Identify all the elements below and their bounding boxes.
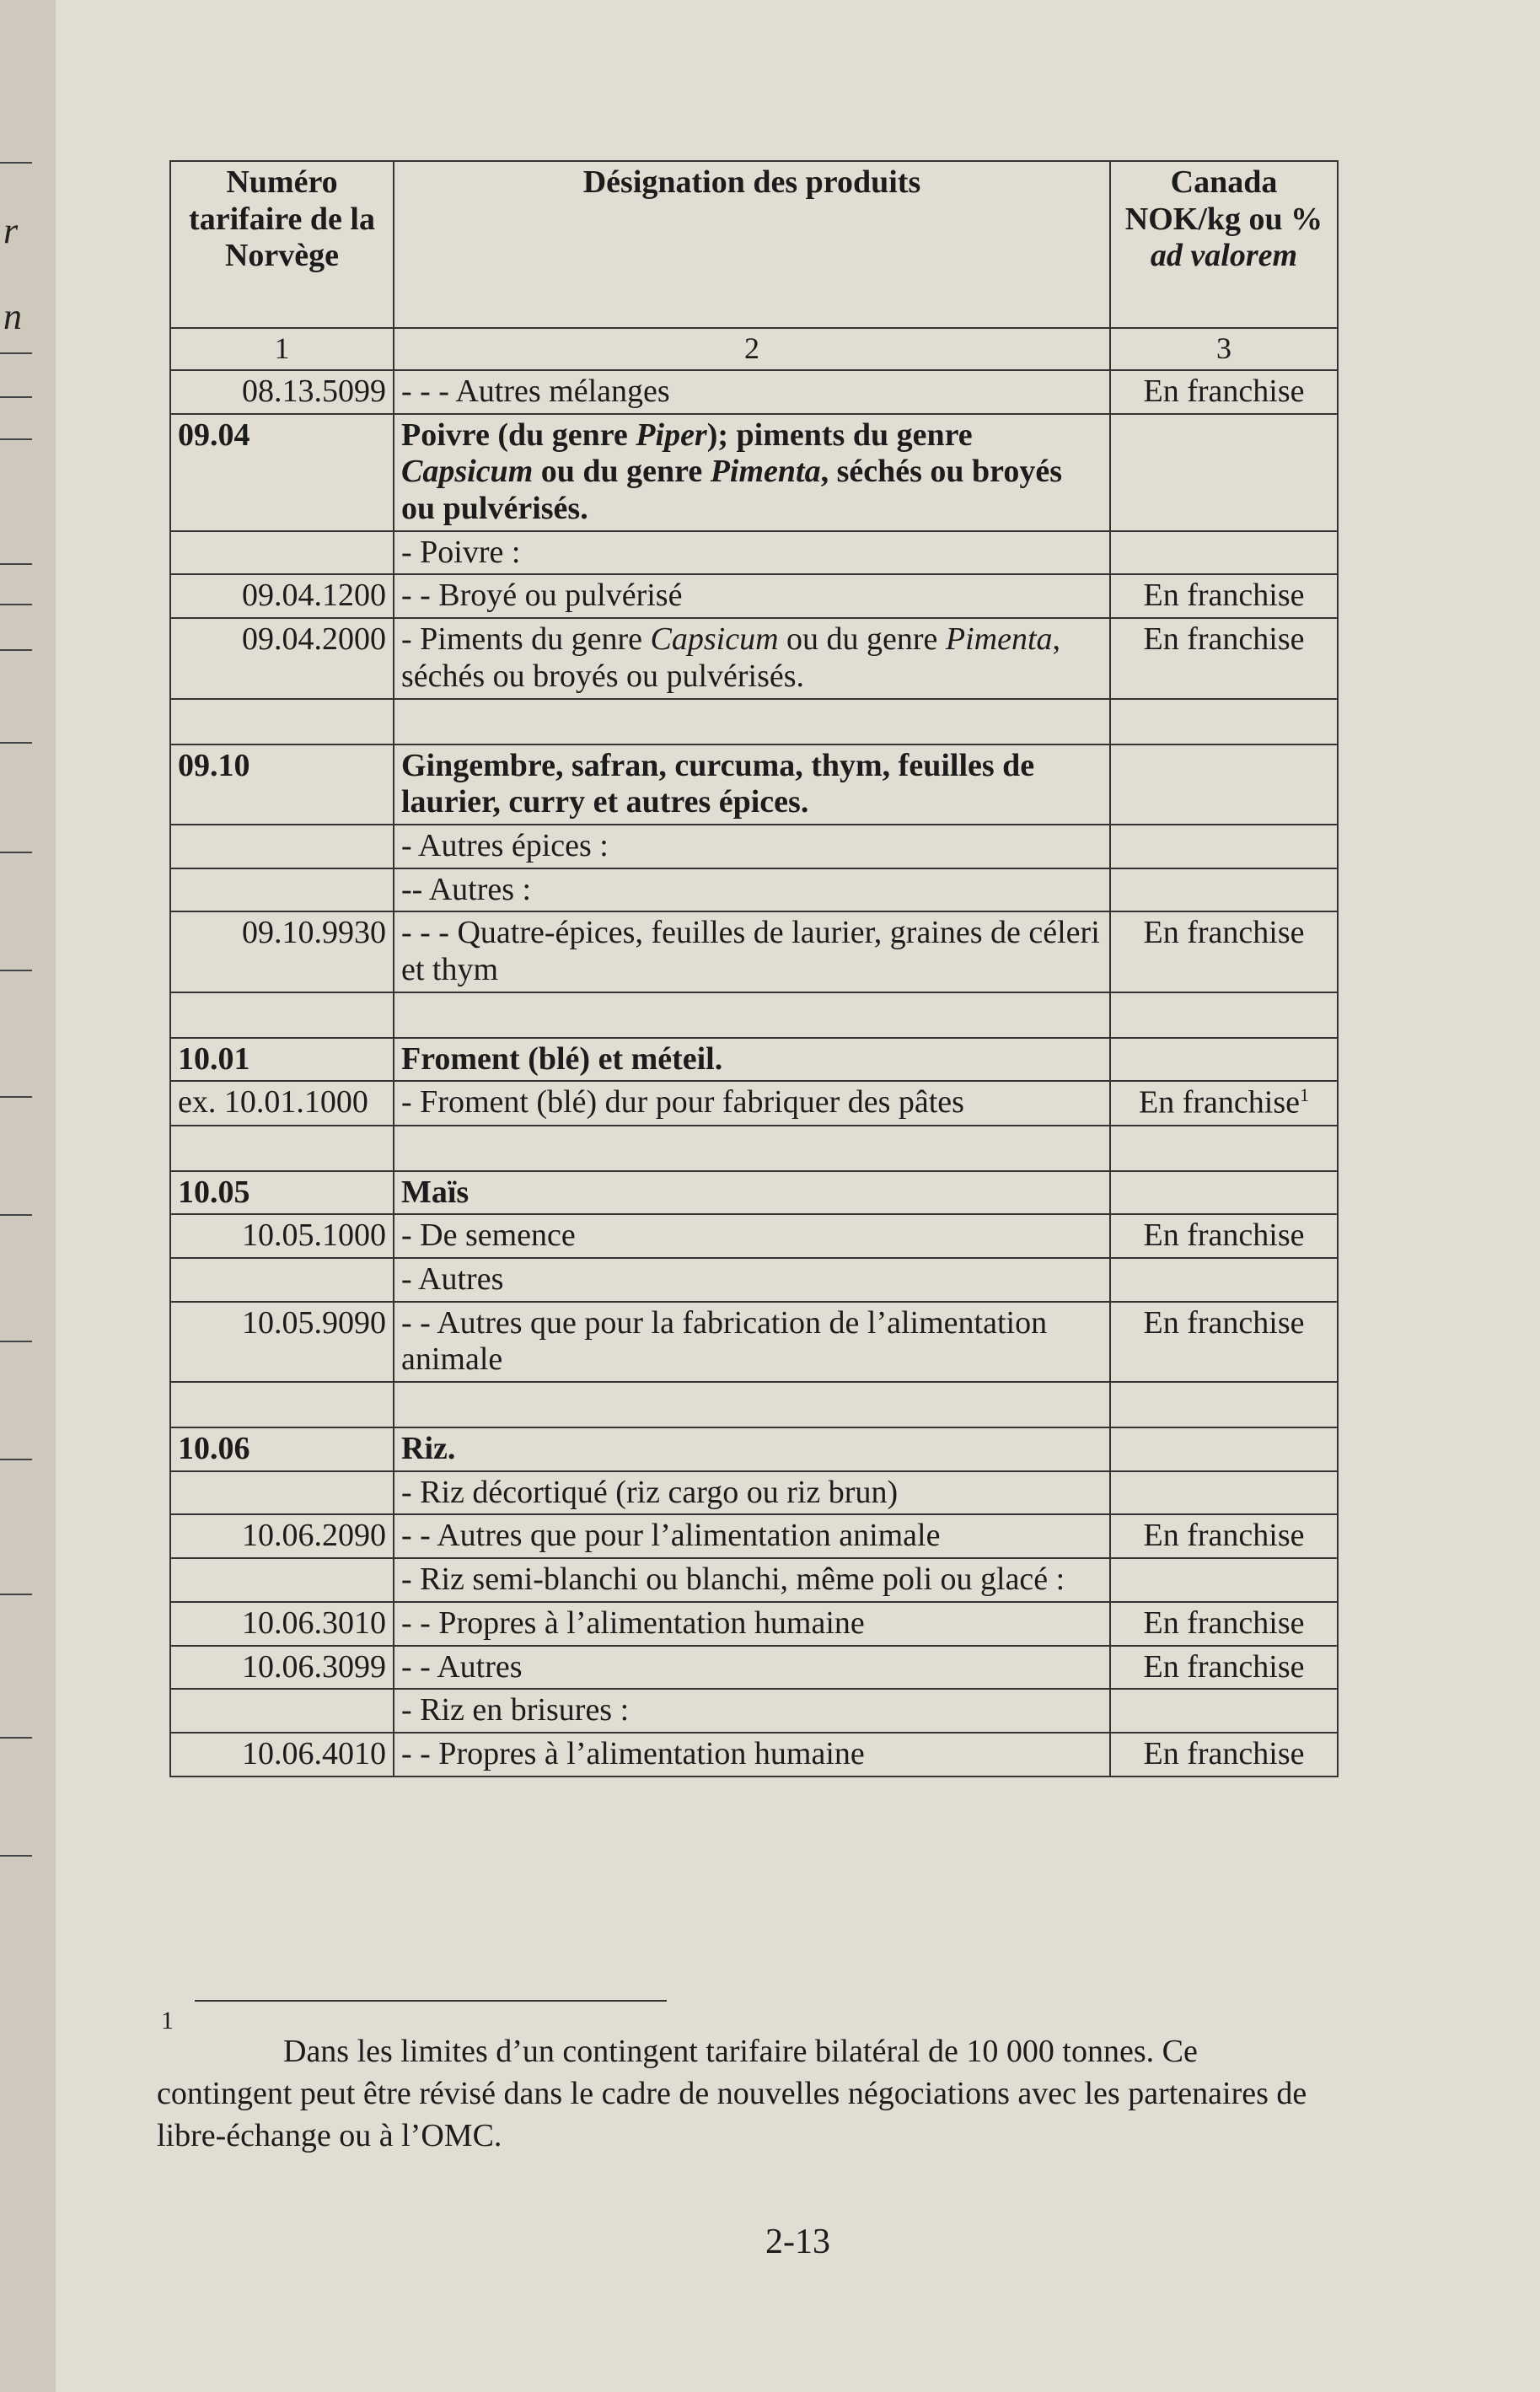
product-description-cell: - Riz semi-blanchi ou blanchi, même poli ou glacé : xyxy=(394,1558,1110,1602)
product-description-cell: Riz. xyxy=(394,1427,1110,1471)
product-description-cell xyxy=(394,699,1110,744)
product-description-cell: - Autres xyxy=(394,1258,1110,1302)
tariff-number-cell: 10.01 xyxy=(170,1038,394,1082)
canada-rate-cell xyxy=(1110,1646,1338,1690)
adjacent-page-rule xyxy=(0,1737,32,1739)
tariff-number-cell: 10.06.3010 xyxy=(170,1602,394,1646)
column-number: 1 xyxy=(170,328,394,370)
table-row xyxy=(170,1427,1338,1471)
canada-rate-cell xyxy=(1110,618,1338,698)
adjacent-page-rule xyxy=(0,604,32,605)
tariff-number-cell: 10.05 xyxy=(170,1171,394,1215)
canada-rate-cell xyxy=(1110,825,1338,868)
tariff-number-cell xyxy=(170,1558,394,1602)
footnote-reference: 1 xyxy=(1299,1084,1309,1106)
table-row xyxy=(170,370,1338,414)
canada-rate-cell xyxy=(1110,1171,1338,1215)
canada-rate-cell xyxy=(1110,911,1338,992)
canada-rate-cell xyxy=(1110,1258,1338,1302)
document-page xyxy=(56,0,1540,2392)
product-description-cell: Maïs xyxy=(394,1171,1110,1215)
adjacent-page-rule xyxy=(0,649,32,651)
canada-rate-cell xyxy=(1110,699,1338,744)
tariff-number-cell: 10.06.4010 xyxy=(170,1733,394,1777)
table-row xyxy=(170,1038,1338,1082)
rate-value: En franchise xyxy=(1143,1304,1305,1341)
adjacent-page-char: r xyxy=(3,210,19,251)
product-description-cell: - - Autres xyxy=(394,1646,1110,1690)
table-row xyxy=(170,1126,1338,1171)
canada-rate-cell xyxy=(1110,1126,1338,1171)
canada-rate-cell xyxy=(1110,1038,1338,1082)
tariff-number-cell: 09.10 xyxy=(170,744,394,825)
table-row xyxy=(170,1258,1338,1302)
table-row xyxy=(170,1514,1338,1558)
product-description-cell xyxy=(394,1382,1110,1427)
tariff-number-cell xyxy=(170,1258,394,1302)
product-description-cell: -- Autres : xyxy=(394,868,1110,912)
adjacent-page-rule xyxy=(0,352,32,354)
canada-rate-cell xyxy=(1110,1689,1338,1733)
header-canada-rate-main: Canada NOK/kg ou % xyxy=(1124,164,1323,237)
header-canada-rate xyxy=(1110,161,1338,328)
table-row xyxy=(170,1471,1338,1515)
rate-value: En franchise xyxy=(1143,1218,1305,1254)
tariff-number-cell xyxy=(170,1689,394,1733)
product-description-cell: - Piments du genre Capsicum ou du genre Pimenta, séchés ou broyés ou pulvérisés. xyxy=(394,618,1110,698)
adjacent-page-rule xyxy=(0,438,32,440)
canada-rate-cell xyxy=(1110,992,1338,1038)
canada-rate-cell xyxy=(1110,1471,1338,1515)
canada-rate-cell xyxy=(1110,531,1338,575)
canada-rate-cell xyxy=(1110,744,1338,825)
adjacent-page-rule xyxy=(0,1855,32,1857)
tariff-number-cell xyxy=(170,825,394,868)
table-row xyxy=(170,699,1338,744)
rate-value: En franchise xyxy=(1143,1648,1305,1685)
product-description-cell: Froment (blé) et méteil. xyxy=(394,1038,1110,1082)
adjacent-page-rule xyxy=(0,1459,32,1460)
tariff-number-cell: ex. 10.01.1000 xyxy=(170,1081,394,1125)
table-row xyxy=(170,1382,1338,1427)
rate-value: En franchise xyxy=(1139,1084,1300,1121)
product-description-cell: - - - Autres mélanges xyxy=(394,370,1110,414)
header-product-designation: Désignation des produits xyxy=(394,161,1110,328)
table-row xyxy=(170,1602,1338,1646)
page-number: 2-13 xyxy=(765,2223,830,2261)
canada-rate-cell xyxy=(1110,1302,1338,1382)
product-description-cell: - - Autres que pour l’alimentation animale xyxy=(394,1514,1110,1558)
product-description-cell: - Poivre : xyxy=(394,531,1110,575)
table-row xyxy=(170,1558,1338,1602)
table-header-row xyxy=(170,161,1338,328)
column-number-row xyxy=(170,328,1338,370)
header-canada-rate-ad-valorem: ad valorem xyxy=(1150,238,1298,274)
rate-value: En franchise xyxy=(1143,578,1305,614)
canada-rate-cell xyxy=(1110,370,1338,414)
adjacent-page-rule xyxy=(0,852,32,853)
adjacent-page-rule xyxy=(0,1214,32,1216)
adjacent-page-rule xyxy=(0,970,32,971)
rate-value: En franchise xyxy=(1143,1735,1305,1771)
tariff-number-cell xyxy=(170,868,394,912)
table-row xyxy=(170,992,1338,1038)
tariff-number-cell: 09.04 xyxy=(170,414,394,531)
table-row xyxy=(170,1081,1338,1125)
tariff-number-cell xyxy=(170,1471,394,1515)
product-description-cell: - - Autres que pour la fabrication de l’alimentation animale xyxy=(394,1302,1110,1382)
product-description-cell: - - Propres à l’alimentation humaine xyxy=(394,1602,1110,1646)
adjacent-page-rule xyxy=(0,162,32,164)
product-description-cell: Poivre (du genre Piper); piments du genre Capsicum ou du genre Pimenta, séchés ou broyés ou pulvérisés. xyxy=(394,414,1110,531)
table-row xyxy=(170,1689,1338,1733)
tariff-number-cell xyxy=(170,1126,394,1171)
column-number: 3 xyxy=(1110,328,1338,370)
canada-rate-cell xyxy=(1110,1382,1338,1427)
table-row xyxy=(170,1302,1338,1382)
rate-value: En franchise xyxy=(1143,1605,1305,1641)
table-row xyxy=(170,868,1338,912)
table-row xyxy=(170,911,1338,992)
table-row xyxy=(170,574,1338,618)
canada-rate-cell xyxy=(1110,1081,1338,1125)
footnote-marker: 1 xyxy=(161,2007,174,2035)
canada-rate-cell xyxy=(1110,1427,1338,1471)
canada-rate-cell xyxy=(1110,414,1338,531)
product-description-cell: - - Propres à l’alimentation humaine xyxy=(394,1733,1110,1777)
canada-rate-cell xyxy=(1110,1514,1338,1558)
rate-value: En franchise xyxy=(1143,1518,1305,1554)
product-description-cell: - Autres épices : xyxy=(394,825,1110,868)
tariff-number-cell: 10.06.3099 xyxy=(170,1646,394,1690)
table-row xyxy=(170,531,1338,575)
rate-value: En franchise xyxy=(1143,915,1305,951)
header-tariff-number: Numéro tarifaire de la Norvège xyxy=(170,161,394,328)
adjacent-page-rule xyxy=(0,742,32,744)
canada-rate-cell xyxy=(1110,1733,1338,1777)
product-description-cell: - Riz décortiqué (riz cargo ou riz brun) xyxy=(394,1471,1110,1515)
adjacent-page-char: n xyxy=(3,296,22,337)
rate-value: En franchise xyxy=(1143,621,1305,658)
product-description-cell: - - - Quatre-épices, feuilles de laurier, graines de céleri et thym xyxy=(394,911,1110,992)
table-row xyxy=(170,825,1338,868)
tariff-number-cell: 09.10.9930 xyxy=(170,911,394,992)
product-description-cell: Gingembre, safran, curcuma, thym, feuilles de laurier, curry et autres épices. xyxy=(394,744,1110,825)
canada-rate-cell xyxy=(1110,1602,1338,1646)
tariff-number-cell xyxy=(170,699,394,744)
footnote-text: Dans les limites d’un contingent tarifaire bilatéral de 10 000 tonnes. Ce contingent peut être révisé dans le cadre de nouvelles négociations avec les partenaires de libre-échange ou à l’OMC. xyxy=(157,2034,1307,2153)
adjacent-page-rule xyxy=(0,1096,32,1098)
product-description-cell xyxy=(394,992,1110,1038)
rate-value: En franchise xyxy=(1143,374,1305,409)
tariff-number-cell: 10.05.9090 xyxy=(170,1302,394,1382)
footnote-separator xyxy=(195,2000,667,2002)
product-description-cell: - De semence xyxy=(394,1214,1110,1258)
tariff-number-cell xyxy=(170,531,394,575)
product-description-cell: - - Broyé ou pulvérisé xyxy=(394,574,1110,618)
table-row xyxy=(170,744,1338,825)
tariff-number-cell: 09.04.1200 xyxy=(170,574,394,618)
tariff-number-cell: 10.05.1000 xyxy=(170,1214,394,1258)
tariff-number-cell: 08.13.5099 xyxy=(170,370,394,414)
canada-rate-cell xyxy=(1110,868,1338,912)
adjacent-page-rule xyxy=(0,1594,32,1595)
table-row xyxy=(170,1733,1338,1777)
tariff-number-cell xyxy=(170,1382,394,1427)
tariff-number-cell xyxy=(170,992,394,1038)
canada-rate-cell xyxy=(1110,1558,1338,1602)
tariff-table xyxy=(169,160,1339,1777)
adjacent-page-rule xyxy=(0,1341,32,1342)
table-row xyxy=(170,1214,1338,1258)
adjacent-page-edge xyxy=(0,0,58,2392)
adjacent-page-rule xyxy=(0,396,32,398)
product-description-cell xyxy=(394,1126,1110,1171)
tariff-number-cell: 10.06.2090 xyxy=(170,1514,394,1558)
column-number: 2 xyxy=(394,328,1110,370)
tariff-number-cell: 09.04.2000 xyxy=(170,618,394,698)
canada-rate-cell xyxy=(1110,574,1338,618)
tariff-number-cell: 10.06 xyxy=(170,1427,394,1471)
table-row xyxy=(170,1171,1338,1215)
product-description-cell: - Riz en brisures : xyxy=(394,1689,1110,1733)
canada-rate-cell xyxy=(1110,1214,1338,1258)
table-row xyxy=(170,1646,1338,1690)
table-row xyxy=(170,414,1338,531)
product-description-cell: - Froment (blé) dur pour fabriquer des pâtes xyxy=(394,1081,1110,1125)
table-row xyxy=(170,618,1338,698)
adjacent-page-rule xyxy=(0,563,32,565)
